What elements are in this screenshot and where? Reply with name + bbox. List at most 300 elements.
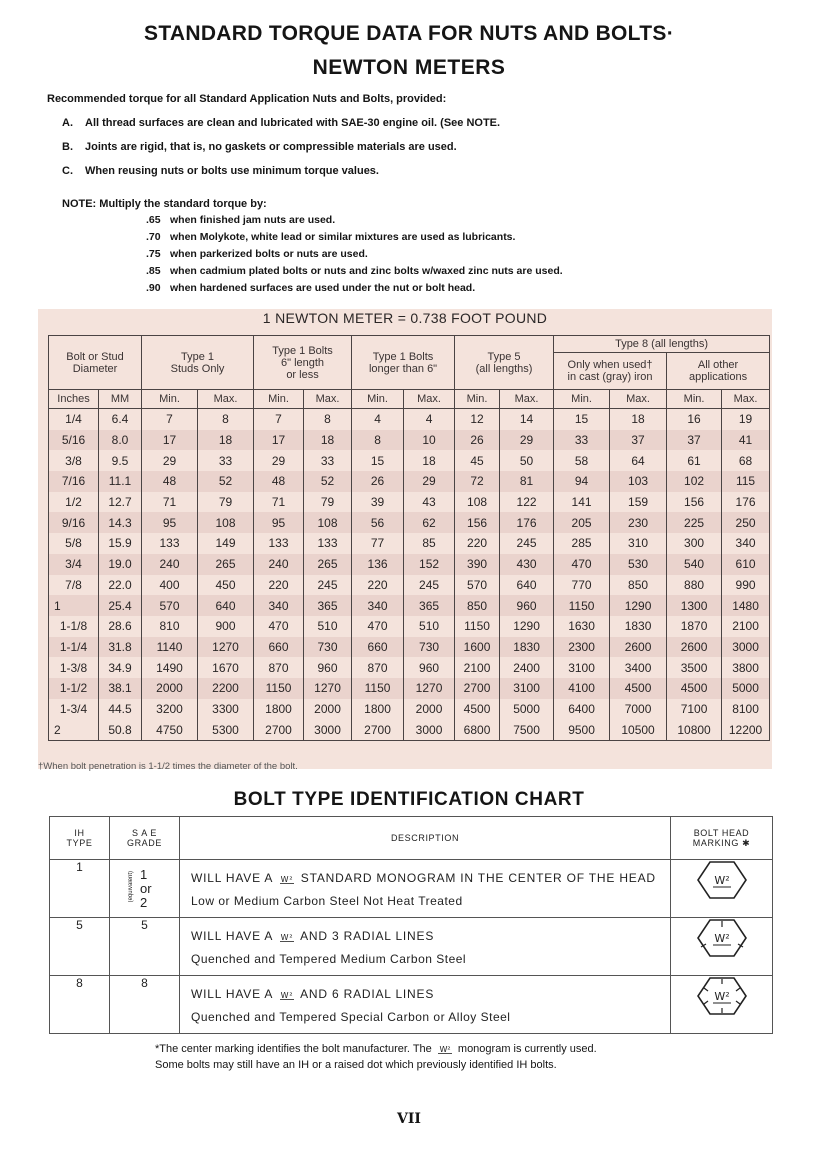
- torque-value-cell: 103: [610, 471, 667, 492]
- torque-value-cell: 1270: [404, 678, 455, 699]
- torque-value-cell: 570: [455, 575, 500, 596]
- torque-row: [49, 409, 770, 430]
- torque-value-cell: 176: [722, 492, 770, 513]
- torque-value-cell: 1630: [554, 616, 610, 637]
- condition-c: [62, 165, 379, 177]
- sub-header-cell: Min.: [554, 390, 610, 409]
- torque-value-cell: 33: [198, 450, 254, 471]
- torque-value-cell: 220: [455, 533, 500, 554]
- diameter-mm-cell: 38.1: [99, 678, 142, 699]
- ident-row-type1: [50, 860, 773, 918]
- diameter-inches-cell: 7/8: [49, 575, 99, 596]
- torque-value-cell: 470: [352, 616, 404, 637]
- multiplier-text: when Molykote, white lead or similar mixtures are used as lubricants.: [170, 231, 516, 243]
- torque-value-cell: 152: [404, 554, 455, 575]
- sub-header-cell: Min.: [254, 390, 304, 409]
- torque-value-cell: 340: [254, 595, 304, 616]
- torque-value-cell: 770: [554, 575, 610, 596]
- diameter-mm-cell: 14.3: [99, 512, 142, 533]
- diameter-mm-cell: 34.9: [99, 657, 142, 678]
- diameter-inches-cell: 3/4: [49, 554, 99, 575]
- condition-letter: C.: [62, 165, 73, 177]
- description-line1-rest: STANDARD MONOGRAM IN THE CENTER OF THE HEAD: [300, 871, 656, 885]
- torque-value-cell: 3100: [554, 657, 610, 678]
- torque-row: [49, 678, 770, 699]
- torque-value-cell: 10500: [610, 719, 667, 740]
- torque-value-cell: 340: [352, 595, 404, 616]
- torque-value-cell: 39: [352, 492, 404, 513]
- torque-value-cell: 3100: [500, 678, 554, 699]
- ident-title: BOLT TYPE IDENTIFICATION CHART: [233, 789, 585, 810]
- torque-value-cell: 1150: [254, 678, 304, 699]
- torque-value-cell: 6800: [455, 719, 500, 740]
- ident-table: [49, 816, 773, 1034]
- diameter-mm-cell: 8.0: [99, 430, 142, 451]
- torque-value-cell: 1490: [142, 657, 198, 678]
- torque-value-cell: 133: [304, 533, 352, 554]
- torque-value-cell: 33: [304, 450, 352, 471]
- diameter-inches-cell: 1/4: [49, 409, 99, 430]
- multiplier-value: .70: [146, 231, 161, 243]
- torque-value-cell: 77: [352, 533, 404, 554]
- torque-value-cell: 29: [500, 430, 554, 451]
- torque-value-cell: 470: [254, 616, 304, 637]
- torque-value-cell: 1270: [304, 678, 352, 699]
- header-type5: Type 5 (all lengths): [455, 336, 554, 390]
- torque-row: [49, 430, 770, 451]
- torque-value-cell: 880: [667, 575, 722, 596]
- torque-value-cell: 15: [352, 450, 404, 471]
- diameter-inches-cell: 9/16: [49, 512, 99, 533]
- sub-header-cell: Min.: [667, 390, 722, 409]
- torque-value-cell: 17: [142, 430, 198, 451]
- torque-value-cell: 730: [404, 637, 455, 658]
- diameter-inches-cell: 1-3/8: [49, 657, 99, 678]
- torque-value-cell: 14: [500, 409, 554, 430]
- torque-value-cell: 1870: [667, 616, 722, 637]
- torque-row: [49, 719, 770, 740]
- multiplier-item: [146, 248, 368, 260]
- torque-value-cell: 610: [722, 554, 770, 575]
- diameter-mm-cell: 44.5: [99, 699, 142, 720]
- torque-value-cell: 1270: [198, 637, 254, 658]
- torque-value-cell: 26: [455, 430, 500, 451]
- torque-value-cell: 3200: [142, 699, 198, 720]
- torque-value-cell: 12200: [722, 719, 770, 740]
- sae-grade-cell: 8: [110, 976, 180, 1034]
- torque-value-cell: 230: [610, 512, 667, 533]
- torque-value-cell: 95: [254, 512, 304, 533]
- torque-value-cell: 149: [198, 533, 254, 554]
- torque-value-cell: 2300: [554, 637, 610, 658]
- torque-value-cell: 530: [610, 554, 667, 575]
- bolt-head-monogram-icon: [696, 860, 748, 900]
- torque-value-cell: 1670: [198, 657, 254, 678]
- multiplier-text: when parkerized bolts or nuts are used.: [170, 248, 368, 260]
- torque-row: [49, 492, 770, 513]
- svg-text:W²: W²: [439, 1045, 451, 1055]
- sub-header-cell: Max.: [304, 390, 352, 409]
- sub-header-cell: Inches: [49, 390, 99, 409]
- torque-value-cell: 7: [254, 409, 304, 430]
- torque-value-cell: 156: [667, 492, 722, 513]
- sub-header-cell: Min.: [142, 390, 198, 409]
- sub-header-cell: Max.: [610, 390, 667, 409]
- torque-value-cell: 390: [455, 554, 500, 575]
- torque-value-cell: 1290: [500, 616, 554, 637]
- intro-text: Recommended torque for all Standard Application Nuts and Bolts, provided:: [47, 93, 447, 105]
- torque-value-cell: 2000: [404, 699, 455, 720]
- sub-header-cell: Max.: [404, 390, 455, 409]
- multiplier-item: [146, 282, 475, 294]
- header-type1-longer: Type 1 Bolts longer than 6": [352, 336, 455, 390]
- wp-monogram-icon: [277, 874, 297, 884]
- torque-value-cell: 18: [198, 430, 254, 451]
- multiplier-text: when hardened surfaces are used under the nut or bolt head.: [170, 282, 476, 294]
- torque-value-cell: 640: [198, 595, 254, 616]
- torque-value-cell: 5000: [722, 678, 770, 699]
- torque-value-cell: 122: [500, 492, 554, 513]
- sae-grade-cell: 5: [110, 918, 180, 976]
- condition-text: When reusing nuts or bolts use minimum torque values.: [85, 165, 379, 177]
- torque-value-cell: 81: [500, 471, 554, 492]
- diameter-inches-cell: 7/16: [49, 471, 99, 492]
- torque-value-cell: 660: [352, 637, 404, 658]
- torque-value-cell: 205: [554, 512, 610, 533]
- torque-value-cell: 960: [304, 657, 352, 678]
- bolt-head-6-radial-lines-icon: [696, 976, 748, 1016]
- torque-value-cell: 85: [404, 533, 455, 554]
- diameter-mm-cell: 22.0: [99, 575, 142, 596]
- torque-value-cell: 6400: [554, 699, 610, 720]
- table-footnote: †When bolt penetration is 1-1/2 times the diameter of the bolt.: [38, 761, 298, 772]
- description-line2: Quenched and Tempered Medium Carbon Steel: [191, 952, 467, 966]
- header-marking: BOLT HEAD MARKING ✱: [671, 817, 773, 860]
- header-sae-grade: S A E GRADE: [110, 817, 180, 860]
- torque-value-cell: 3000: [304, 719, 352, 740]
- torque-value-cell: 15: [554, 409, 610, 430]
- torque-value-cell: 870: [352, 657, 404, 678]
- torque-value-cell: 33: [554, 430, 610, 451]
- torque-row: [49, 533, 770, 554]
- torque-value-cell: 108: [455, 492, 500, 513]
- torque-value-cell: 1480: [722, 595, 770, 616]
- bolt-head-monogram-text: W²: [713, 990, 730, 1003]
- footnote-text-rest: monogram is currently used.: [457, 1043, 597, 1055]
- torque-value-cell: 26: [352, 471, 404, 492]
- torque-value-cell: 2600: [667, 637, 722, 658]
- torque-value-cell: 250: [722, 512, 770, 533]
- torque-value-cell: 900: [198, 616, 254, 637]
- torque-value-cell: 2100: [722, 616, 770, 637]
- torque-value-cell: 285: [554, 533, 610, 554]
- wp-monogram-icon: [435, 1044, 455, 1054]
- description-line1-rest: AND 3 RADIAL LINES: [300, 929, 435, 943]
- torque-row: [49, 595, 770, 616]
- torque-value-cell: 4100: [554, 678, 610, 699]
- torque-value-cell: 310: [610, 533, 667, 554]
- torque-value-cell: 540: [667, 554, 722, 575]
- bolt-head-marking-cell: [671, 860, 773, 918]
- torque-value-cell: 510: [404, 616, 455, 637]
- torque-value-cell: 37: [610, 430, 667, 451]
- torque-value-cell: 340: [722, 533, 770, 554]
- torque-table-body: [49, 409, 770, 741]
- header-type1-6in: Type 1 Bolts 6" length or less: [254, 336, 352, 390]
- diameter-mm-cell: 28.6: [99, 616, 142, 637]
- torque-value-cell: 850: [455, 595, 500, 616]
- torque-value-cell: 4500: [667, 678, 722, 699]
- multiplier-value: .90: [146, 282, 161, 294]
- torque-value-cell: 48: [254, 471, 304, 492]
- torque-value-cell: 245: [500, 533, 554, 554]
- torque-value-cell: 64: [610, 450, 667, 471]
- torque-value-cell: 365: [404, 595, 455, 616]
- torque-value-cell: 240: [254, 554, 304, 575]
- diameter-mm-cell: 19.0: [99, 554, 142, 575]
- torque-value-cell: 3500: [667, 657, 722, 678]
- torque-row: [49, 699, 770, 720]
- torque-value-cell: 2200: [198, 678, 254, 699]
- torque-value-cell: 79: [304, 492, 352, 513]
- torque-value-cell: 3000: [404, 719, 455, 740]
- torque-value-cell: 430: [500, 554, 554, 575]
- torque-value-cell: 1140: [142, 637, 198, 658]
- diameter-inches-cell: 5/16: [49, 430, 99, 451]
- page-title: STANDARD TORQUE DATA FOR NUTS AND BOLTS·: [144, 22, 674, 45]
- torque-value-cell: 810: [142, 616, 198, 637]
- torque-value-cell: 18: [404, 450, 455, 471]
- torque-value-cell: 7000: [610, 699, 667, 720]
- torque-value-cell: 43: [404, 492, 455, 513]
- ih-type-cell: 1: [50, 860, 110, 918]
- header-type1-studs: Type 1 Studs Only: [142, 336, 254, 390]
- torque-value-cell: 41: [722, 430, 770, 451]
- torque-value-cell: 12: [455, 409, 500, 430]
- diameter-mm-cell: 50.8: [99, 719, 142, 740]
- torque-value-cell: 1150: [352, 678, 404, 699]
- diameter-inches-cell: 3/8: [49, 450, 99, 471]
- torque-value-cell: 7500: [500, 719, 554, 740]
- torque-value-cell: 1830: [610, 616, 667, 637]
- torque-value-cell: 2700: [352, 719, 404, 740]
- diameter-mm-cell: 12.7: [99, 492, 142, 513]
- svg-text:W²: W²: [280, 932, 293, 942]
- torque-value-cell: 133: [254, 533, 304, 554]
- sub-header-cell: Min.: [352, 390, 404, 409]
- bolt-head-monogram-text: W²: [713, 874, 730, 887]
- diameter-inches-cell: 5/8: [49, 533, 99, 554]
- torque-row: [49, 616, 770, 637]
- torque-value-cell: 8: [304, 409, 352, 430]
- condition-text: Joints are rigid, that is, no gaskets or compressible materials are used.: [85, 141, 457, 153]
- bolt-head-3-radial-lines-icon: [696, 918, 748, 958]
- torque-value-cell: 265: [304, 554, 352, 575]
- header-type8-other: All other applications: [667, 353, 770, 390]
- description-cell: [180, 860, 671, 918]
- ih-type-cell: 5: [50, 918, 110, 976]
- torque-value-cell: 660: [254, 637, 304, 658]
- sub-header-cell: MM: [99, 390, 142, 409]
- note-heading: NOTE: Multiply the standard torque by:: [62, 198, 267, 210]
- torque-value-cell: 29: [254, 450, 304, 471]
- torque-value-cell: 18: [610, 409, 667, 430]
- torque-value-cell: 115: [722, 471, 770, 492]
- torque-row: [49, 554, 770, 575]
- description-line2: Quenched and Tempered Special Carbon or Alloy Steel: [191, 1010, 511, 1024]
- multiplier-text: when finished jam nuts are used.: [170, 214, 336, 226]
- torque-value-cell: 3000: [722, 637, 770, 658]
- torque-value-cell: 1830: [500, 637, 554, 658]
- diameter-mm-cell: 31.8: [99, 637, 142, 658]
- torque-value-cell: 2000: [142, 678, 198, 699]
- torque-value-cell: 960: [500, 595, 554, 616]
- ident-row-type5: [50, 918, 773, 976]
- torque-value-cell: 3800: [722, 657, 770, 678]
- conversion-note: 1 NEWTON METER = 0.738 FOOT POUND: [262, 310, 548, 326]
- header-ih-type: IH TYPE: [50, 817, 110, 860]
- torque-value-cell: 37: [667, 430, 722, 451]
- torque-value-cell: 2700: [254, 719, 304, 740]
- multiplier-text: when cadmium plated bolts or nuts and zinc bolts w/waxed zinc nuts are used.: [170, 265, 563, 277]
- torque-value-cell: 95: [142, 512, 198, 533]
- torque-value-cell: 16: [667, 409, 722, 430]
- diameter-inches-cell: 1-1/2: [49, 678, 99, 699]
- description-cell: [180, 918, 671, 976]
- wp-monogram-icon: [277, 932, 297, 942]
- torque-value-cell: 108: [198, 512, 254, 533]
- torque-value-cell: 10: [404, 430, 455, 451]
- torque-table-header: [49, 336, 770, 409]
- torque-value-cell: 1600: [455, 637, 500, 658]
- torque-value-cell: 4750: [142, 719, 198, 740]
- torque-value-cell: 570: [142, 595, 198, 616]
- torque-value-cell: 265: [198, 554, 254, 575]
- torque-value-cell: 300: [667, 533, 722, 554]
- description-line1-rest: AND 6 RADIAL LINES: [300, 987, 435, 1001]
- torque-value-cell: 156: [455, 512, 500, 533]
- header-type8-cast: Only when used† in cast (gray) iron: [554, 353, 667, 390]
- torque-value-cell: 7: [142, 409, 198, 430]
- diameter-inches-cell: 1: [49, 595, 99, 616]
- torque-value-cell: 136: [352, 554, 404, 575]
- torque-table: [48, 335, 770, 741]
- torque-value-cell: 29: [404, 471, 455, 492]
- torque-value-cell: 133: [142, 533, 198, 554]
- sub-header-cell: Min.: [455, 390, 500, 409]
- torque-value-cell: 8: [352, 430, 404, 451]
- footnote-line2: Some bolts may still have an IH or a raised dot which previously identified IH bolts.: [155, 1059, 557, 1071]
- header-description: DESCRIPTION: [180, 817, 671, 860]
- multiplier-value: .65: [146, 214, 161, 226]
- torque-row: [49, 512, 770, 533]
- torque-value-cell: 3300: [198, 699, 254, 720]
- torque-value-cell: 2100: [455, 657, 500, 678]
- torque-value-cell: 400: [142, 575, 198, 596]
- torque-row: [49, 471, 770, 492]
- torque-value-cell: 990: [722, 575, 770, 596]
- description-line1: WILL HAVE A: [191, 929, 273, 943]
- torque-value-cell: 2400: [500, 657, 554, 678]
- condition-text: All thread surfaces are clean and lubricated with SAE-30 engine oil. (See NOTE.: [85, 117, 501, 129]
- torque-value-cell: 71: [254, 492, 304, 513]
- torque-value-cell: 159: [610, 492, 667, 513]
- diameter-mm-cell: 11.1: [99, 471, 142, 492]
- torque-value-cell: 365: [304, 595, 352, 616]
- torque-value-cell: 1300: [667, 595, 722, 616]
- header-diameter: Bolt or Stud Diameter: [49, 336, 142, 390]
- torque-row: [49, 657, 770, 678]
- torque-value-cell: 61: [667, 450, 722, 471]
- torque-value-cell: 4500: [455, 699, 500, 720]
- torque-value-cell: 1290: [610, 595, 667, 616]
- svg-text:W²: W²: [280, 874, 293, 884]
- torque-value-cell: 17: [254, 430, 304, 451]
- torque-value-cell: 220: [254, 575, 304, 596]
- torque-value-cell: 245: [304, 575, 352, 596]
- torque-value-cell: 240: [142, 554, 198, 575]
- torque-value-cell: 5300: [198, 719, 254, 740]
- torque-row: [49, 575, 770, 596]
- description-cell: [180, 976, 671, 1034]
- torque-row: [49, 637, 770, 658]
- torque-value-cell: 1150: [455, 616, 500, 637]
- header-type8: Type 8 (all lengths): [554, 336, 770, 353]
- multiplier-value: .75: [146, 248, 161, 260]
- diameter-inches-cell: 1-3/4: [49, 699, 99, 720]
- torque-value-cell: 510: [304, 616, 352, 637]
- torque-value-cell: 4: [352, 409, 404, 430]
- torque-value-cell: 72: [455, 471, 500, 492]
- diameter-mm-cell: 6.4: [99, 409, 142, 430]
- ident-row-type8: [50, 976, 773, 1034]
- bolt-head-monogram-text: W²: [713, 932, 730, 945]
- torque-value-cell: 1800: [352, 699, 404, 720]
- torque-value-cell: 68: [722, 450, 770, 471]
- torque-value-cell: 45: [455, 450, 500, 471]
- description-line2: Low or Medium Carbon Steel Not Heat Treated: [191, 894, 463, 908]
- condition-b: [62, 141, 457, 153]
- condition-letter: B.: [62, 141, 73, 153]
- torque-value-cell: 56: [352, 512, 404, 533]
- torque-value-cell: 3400: [610, 657, 667, 678]
- description-line1: WILL HAVE A: [191, 987, 273, 1001]
- diameter-mm-cell: 15.9: [99, 533, 142, 554]
- bolt-head-marking-cell: [671, 976, 773, 1034]
- torque-value-cell: 94: [554, 471, 610, 492]
- grade-equivalent-note: (equivalent): [128, 871, 134, 903]
- torque-value-cell: 1150: [554, 595, 610, 616]
- torque-value-cell: 176: [500, 512, 554, 533]
- torque-value-cell: 7100: [667, 699, 722, 720]
- torque-value-cell: 5000: [500, 699, 554, 720]
- sub-header-cell: Max.: [500, 390, 554, 409]
- torque-value-cell: 108: [304, 512, 352, 533]
- condition-a: [62, 117, 500, 129]
- torque-value-cell: 8: [198, 409, 254, 430]
- torque-value-cell: 50: [500, 450, 554, 471]
- torque-value-cell: 2000: [304, 699, 352, 720]
- torque-value-cell: 2600: [610, 637, 667, 658]
- torque-value-cell: 960: [404, 657, 455, 678]
- torque-value-cell: 10800: [667, 719, 722, 740]
- torque-value-cell: 29: [142, 450, 198, 471]
- page-subtitle: NEWTON METERS: [312, 56, 506, 79]
- torque-value-cell: 141: [554, 492, 610, 513]
- footnote-line1: [155, 1043, 597, 1055]
- diameter-inches-cell: 1-1/8: [49, 616, 99, 637]
- torque-value-cell: 640: [500, 575, 554, 596]
